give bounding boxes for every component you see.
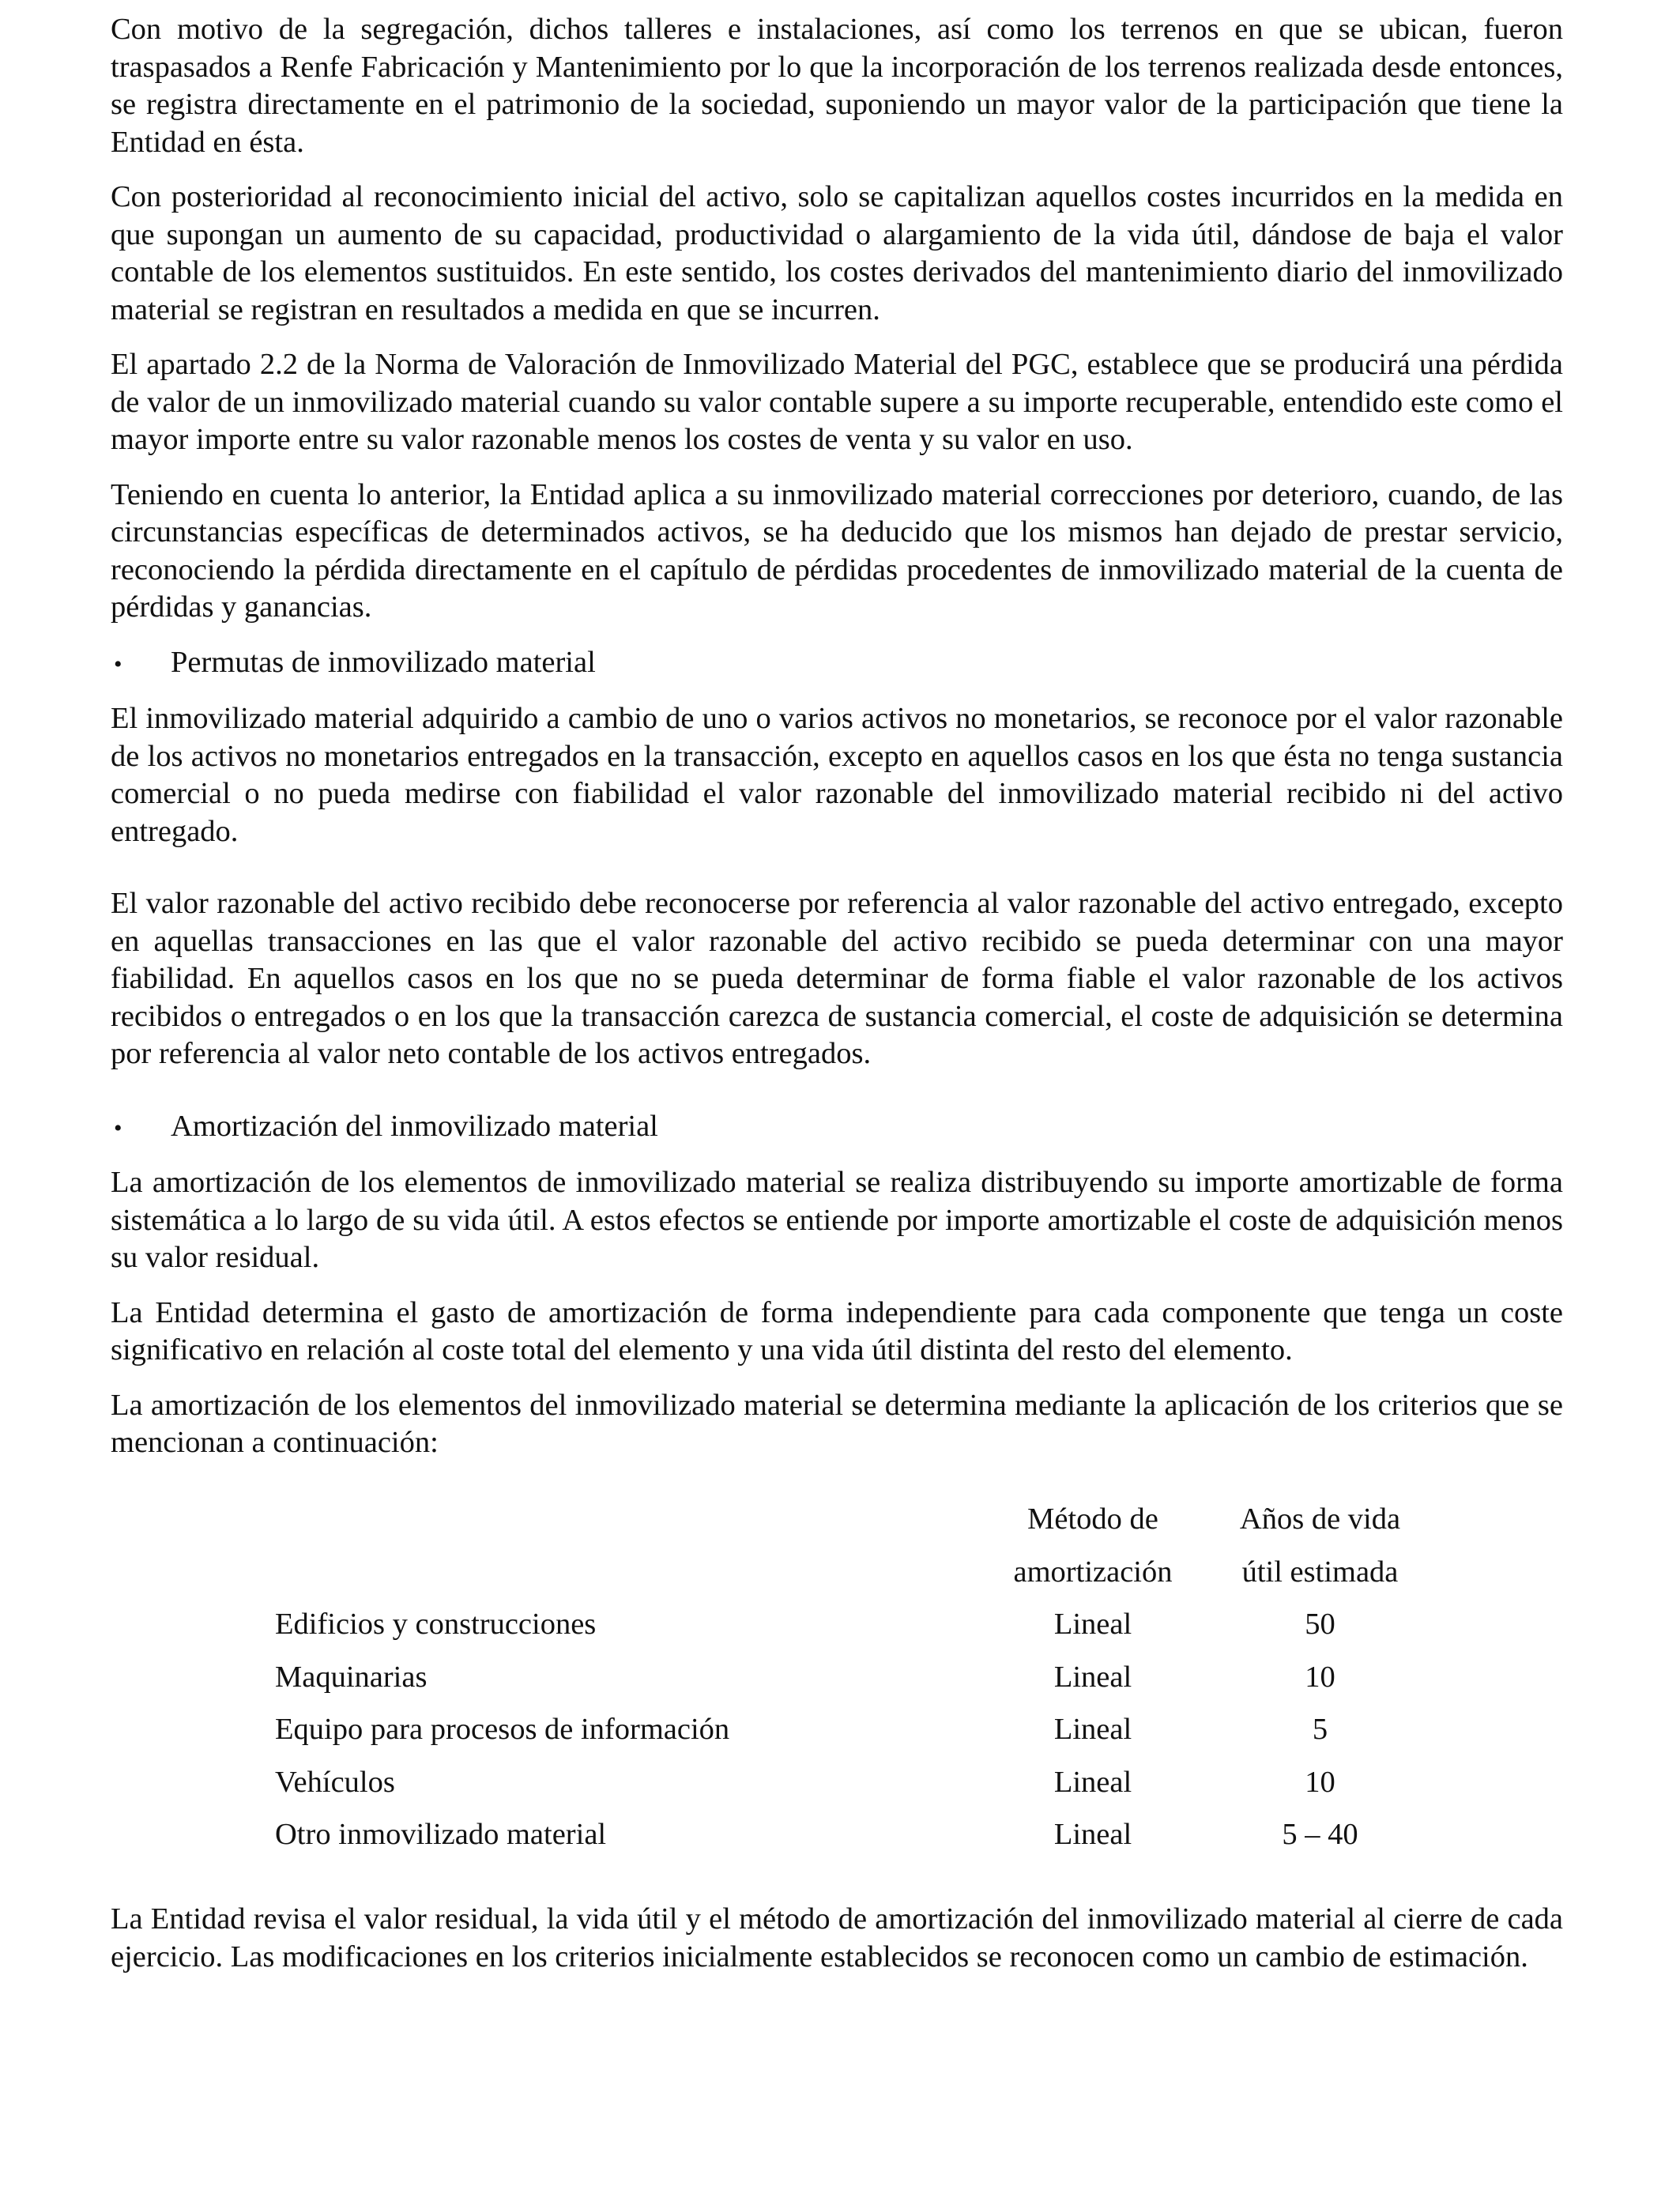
bullet-icon: • [114, 650, 122, 677]
paragraph-segregacion: Con motivo de la segregación, dichos talleres e instalaciones, así como los terrenos en que se ubican, fueron traspasados a Renfe Fabricación y Mantenimiento por lo que la incorporación de los terrenos realizada desde entonces, se registra directamente en el patrimonio de la sociedad, suponiendo un mayor valor de la participación que tiene la Entidad en ésta. [111, 13, 1563, 159]
table-cell-method: Lineal [1053, 1660, 1132, 1694]
bullet-permutas-title: Permutas de inmovilizado material [171, 645, 596, 679]
paragraph-posterioridad: Con posterioridad al reconocimiento inicial del activo, solo se capitalizan aquellos costes incurridos en la medida en que supongan un aumento de su capacidad, productividad o alargamiento de la vida útil, dándose de baja el valor contable de los elementos sustituidos. En este sentido, los costes derivados del mantenimiento diario del inmovilizado material se registran en resultados a medida en que se incurren. [111, 180, 1563, 326]
table-cell-method: Lineal [1053, 1713, 1132, 1746]
paragraph-norma-valoracion: El apartado 2.2 de la Norma de Valoración de Inmovilizado Material del PGC, establece que se producirá una pérdida de valor de un inmovilizado material cuando su valor contable supere a su importe recuperable, entendido este como el mayor importe entre su valor razonable menos los costes de venta y su valor en uso. [111, 348, 1563, 456]
bullet-amortizacion-title: Amortización del inmovilizado material [171, 1109, 658, 1143]
table-row [275, 1756, 1433, 1809]
table-row [275, 1651, 1433, 1704]
table-header-cell: Años de vida [1239, 1502, 1401, 1536]
table-row [275, 1599, 1433, 1652]
table-header-cell: amortización [1013, 1555, 1173, 1589]
table-cell-years: 10 [1305, 1660, 1335, 1694]
table-cell-element: Otro inmovilizado material [275, 1818, 607, 1851]
paragraph-deterioro: Teniendo en cuenta lo anterior, la Entidad aplica a su inmovilizado material correcciones por deterioro, cuando, de las circunstancias específicas de determinados activos, se ha deducido que los mismos han dejado de prestar servicio, reconociendo la pérdida directamente en el capítulo de pérdidas procedentes de inmovilizado material de la cuenta de pérdidas y ganancias. [111, 477, 1563, 624]
table-row [275, 1809, 1433, 1862]
table-header-cell: Método de [1027, 1502, 1158, 1536]
table-cell-element: Equipo para procesos de información [275, 1713, 730, 1746]
bullet-icon: • [114, 1114, 122, 1141]
table-header-cell: útil estimada [1241, 1555, 1399, 1589]
table-cell-element: Vehículos [275, 1765, 395, 1799]
table-header-cell [275, 1494, 978, 1547]
table-cell-element: Maquinarias [275, 1660, 428, 1694]
table-cell-years: 10 [1305, 1765, 1335, 1799]
paragraph-amortizacion-1: La amortización de los elementos de inmovilizado material se realiza distribuyendo su importe amortizable de forma sistemática a lo largo de su vida útil. A estos efectos se entiende por importe amortizable el coste de adquisición menos su valor residual. [111, 1166, 1563, 1274]
table-cell-years: 5 – 40 [1282, 1818, 1358, 1851]
table-cell-years: 50 [1305, 1608, 1335, 1641]
table-header-row [275, 1546, 1433, 1599]
paragraph-permutas-1: El inmovilizado material adquirido a cambio de uno o varios activos no monetarios, se reconoce por el valor razonable de los activos no monetarios entregados en la transacción, excepto en aquellos casos en los que ésta no tenga sustancia comercial o no pueda medirse con fiabilidad el valor razonable del inmovilizado material recibido ni del activo entregado. [111, 702, 1563, 848]
table-header-cell [275, 1546, 978, 1599]
table-cell-method: Lineal [1053, 1765, 1132, 1799]
amortization-table [275, 1494, 1433, 1862]
table-header-row [275, 1494, 1433, 1547]
paragraph-amortizacion-3: La amortización de los elementos del inmovilizado material se determina mediante la aplicación de los criterios que se mencionan a continuación: [111, 1388, 1563, 1459]
paragraph-amortizacion-2: La Entidad determina el gasto de amortización de forma independiente para cada componente que tenga un coste significativo en relación al coste total del elemento y una vida útil distinta del resto del elemento. [111, 1295, 1563, 1367]
paragraph-revision: La Entidad revisa el valor residual, la vida útil y el método de amortización del inmovilizado material al cierre de cada ejercicio. Las modificaciones en los criterios inicialmente establecidos se reconocen como un cambio de estimación. [111, 1902, 1563, 1973]
document-page [111, 11, 1563, 1976]
bullet-amortizacion [111, 1108, 1563, 1148]
table-cell-method: Lineal [1053, 1818, 1132, 1851]
table-row [275, 1704, 1433, 1757]
bullet-permutas [111, 644, 1563, 684]
paragraph-permutas-2: El valor razonable del activo recibido debe reconocerse por referencia al valor razonable del activo entregado, excepto en aquellas transacciones en las que el valor razonable del activo recibido se pueda determinar con una mayor fiabilidad. En aquellos casos en los que no se pueda determinar de forma fiable el valor razonable de los activos recibidos o entregados o en los que la transacción carezca de sustancia comercial, el coste de adquisición se determina por referencia al valor neto contable de los activos entregados. [111, 887, 1563, 1070]
table-cell-years: 5 [1312, 1713, 1328, 1746]
table-cell-element: Edificios y construcciones [275, 1608, 597, 1641]
table-cell-method: Lineal [1053, 1608, 1132, 1641]
